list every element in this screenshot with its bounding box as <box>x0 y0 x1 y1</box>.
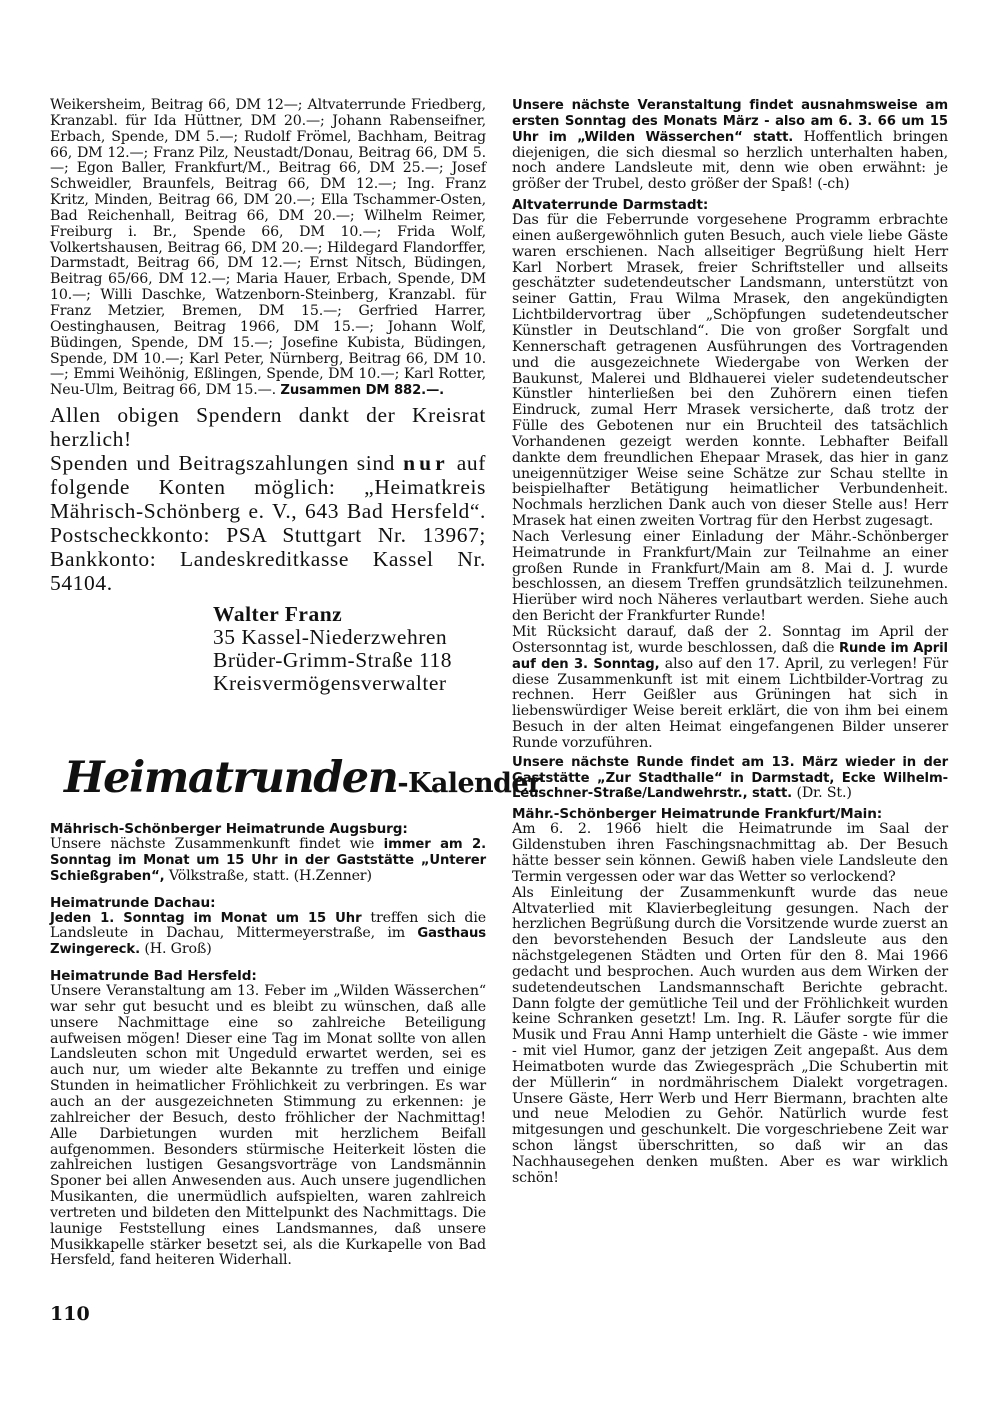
donor-list-text: Weikersheim, Beitrag 66, DM 12—; Altvaterrunde Friedberg, Kranzabl. für Ida Hüttner, DM 20.—; Johann Rabenseifner, Erbach, Spende, DM 5.—; Rudolf Frömel, Bachham, Beitrag 66, DM 12.—; Franz Pilz, Neustadt/Donau, Beitrag 66, DM 5.—; Egon Baller, Frankfurt/M., Beitrag 66, DM 25.—; Josef Schweidler, Braunfels, Beitrag 66, DM 12.—; Ing. Franz Kritz, Minden, Beitrag 66, DM 20.—; Ella Tschammer-Osten, Bad Reichenhall, Beitrag 66, DM 20.—; Wilhelm Reimer, Freiburg i. Br., Spende 66, DM 10.—; Frida Wolf, Volkertshausen, Beitrag 66, DM 20.—; Hildegard Flandorffer, Darmstadt, Beitrag 66, DM 12.—; Ernst Nitsch, Büdingen, Beitrag 65/66, DM 12.—; Maria Hauer, Erbach, Spende, DM 10.—; Willi Daschke, Watzenborn-Steinberg, Kranzabl. für Franz Metzier, Bremen, DM 15.—; Gerfried Harrer, Oestinghausen, Beitrag 1966, DM 15.—; Johann Wolf, Büdingen, Spende, DM 15.—; Josefine Kubista, Büdingen, Spende, DM 10.—; Karl Peter, Nürnberg, Beitrag 66, DM 10.—; Emmi Weihönig, Eßlingen, Spende, DM 10.—; Karl Rotter, Neu-Ulm, Beitrag 66, DM 15.—. <box>50 97 486 399</box>
donor-list <box>50 98 486 399</box>
accounts-emphasis: nur <box>403 451 449 476</box>
section-text: Völkstraße, statt. (H.Zenner) <box>168 867 372 884</box>
signature-address-line2: Brüder-Grimm-Straße 118 <box>213 648 452 673</box>
signature-name: Walter Franz <box>213 602 343 627</box>
section-darmstadt <box>512 197 948 802</box>
accounts-text-post: auf folgende Konten möglich: „Heimatkreis Mährisch-Schönberg e. V., 643 Bad Hersfeld“. Postscheckkonto: PSA Stuttgart Nr. 13967; Bankkonto: Landeskreditkasse Kassel Nr. 54104. <box>50 451 486 596</box>
donation-total: Zusammen DM 882.—. <box>280 383 445 399</box>
section-body: Das für die Feberrunde vorgesehene Programm erbrachte einen außergewöhnlich guten Besuch, auch viele liebe Gäste waren erschienen. Nach allseitiger Begrüßung hielt Herr Karl Norbert Mrasek, freier Schriftsteller und allseits geschätzter sudetendeutscher Landsmann, unterstützt von seiner Gattin, Frau Wilma Mrasek, den angekündigten Lichtbildervortrag über „Schöpfungen sudetendeutscher Künstler in Deutschland“. Die von großer Sorgfalt und Kennerschaft getragenen Ausführungen des Vortragenden und die ausgezeichnete Wiedergabe von Werken der Baukunst, Malerei und Bldhauerei vieler sudetendeutscher Künstler hinterließen bei den Zuhörern einen tiefen Eindruck, zumal Herr Mrasek versicherte, daß trotz der Fülle des Gebotenen nur ein Bruchteil des tatsächlich Vorhandenen gezeigt werden konnte. Lebhafter Beifall dankte dem freundlichen Ehepaar Mrasek, das hier in ganz uneigennütziger Weise seine Schätze zur Schau stellte in beispielhafter Betätigung heimatlicher Verbundenheit. Nochmals herzlichen Dank auch von dieser Stelle aus! Herr Mrasek hat einen zweiten Vortrag für den Herbst zugesagt. <box>512 212 948 530</box>
section-dachau <box>50 895 486 959</box>
section-body: Nach Verlesung einer Einladung der Mähr.-Schönberger Heimatrunde in Frankfurt/Main zur Teilnahme an einer großen Runde in Frankfurt/Main am 8. Mai d. J. wurde beschlossen, an diesem Treffen grundsätzlich teilzunehmen. Hierüber wird noch Näheres verlautbart werden. Siehe auch den Bericht der Frankfurter Runde! <box>512 528 948 625</box>
section-body: Als Einleitung der Zusammenkunft wurde das neue Altvaterlied mit Klavierbegleitung gesungen. Nach der herzlichen Begrüßung durch die Vorsitzende wurde zuerst an den bevorstehenden Besuch der Landsleute aus den nächstgelegenen Städten und Orten für den 8. Mai 1966 gedacht und besprochen. Auch wurden aus dem Wirken der sudetendeutschen Landsmannschaft Berichte gebracht. Dann folgte der gemütliche Teil und der Fröhlichkeit wurden keine Schranken gesetzt! Lm. Ing. R. Läufer sorgte für die Musik und Frau Anni Hamp unterhielt die Gäste - wie immer - mit viel Humor, ganz der jetzigen Zeit angepaßt. Aus dem Heimatboten wurde das Zwiegespräch „Die Schubertin mit der Müllerin“ in nordmährischem Dialekt vorgetragen. Unsere Gäste, Herr Werb und Herr Biermann, brachten alte und neue Melodien zu Gehör. Natürlich wurde fest mitgesungen und geschunkelt. Die vorgeschriebene Zeit war schon längst überschritten, so daß wir an das Nachhausegehen denken mußten. Aber es war wirklich schön! <box>512 884 948 1186</box>
calendar-heading-script: Heimatrunden <box>64 753 398 804</box>
section-text-bold: Jeden 1. Sonntag im Monat um 15 Uhr <box>50 910 362 926</box>
section-text: (Dr. St.) <box>796 785 852 802</box>
section-frankfurt <box>512 806 948 1186</box>
section-heading: Mähr.-Schönberger Heimatrunde Frankfurt/Main: <box>512 806 883 823</box>
signature-address-line1: 35 Kassel-Niederzwehren <box>213 625 448 650</box>
page-number: 110 <box>50 1303 90 1325</box>
accounts-note <box>50 451 486 595</box>
calendar-heading-suffix: -Kalender <box>397 768 542 800</box>
section-augsburg <box>50 821 486 885</box>
section-body: Am 6. 2. 1966 hielt die Heimatrunde im Saal der Gildenstuben ihren Faschingsnachmittag ab. Der Besuch hätte besser sein können. Gewiß haben viele Landsleute den Termin vergessen oder war das Wetter so verlockend? <box>512 821 948 885</box>
section-heading: Heimatrunde Dachau: <box>50 894 216 911</box>
section-body <box>512 625 948 752</box>
section-text: treffen sich die Landsleute in Dachau, Mittermeyerstraße, im <box>50 909 486 942</box>
section-text: (H. Groß) <box>144 941 212 958</box>
section-text-bold: Gasthaus Zwingereck. <box>50 926 486 958</box>
left-column <box>50 97 542 1269</box>
accounts-text-pre: Spenden und Beitragszahlungen sind <box>50 451 396 476</box>
section-text-bold: Unsere nächste Runde findet am 13. März wieder in der Gaststätte „Zur Stadthalle“ in Darmstadt, Ecke Wilhelm-Leuschner-Straße/Landwehrstr., statt. <box>512 754 948 802</box>
section-body <box>50 837 486 885</box>
hersfeld-next-event: Unsere nächste Veranstaltung findet ausnahmsweise am ersten Sonntag des Monats März - also am 6. 3. 66 um 15 Uhr im „Wilden Wässerchen“ statt. <box>512 98 948 145</box>
section-body <box>50 911 486 959</box>
section-heading: Heimatrunde Bad Hersfeld: <box>50 968 257 985</box>
right-column <box>512 98 948 1187</box>
section-body: Unsere Veranstaltung am 13. Feber im „Wilden Wässerchen“ war sehr gut besucht und es bleibt zu wünschen, daß alle unsere Nachmittage eine so zahlreiche Beteiligung aufweisen mögen! Dieser eine Tag im Monat sollte von allen Landsleuten schon mit Ungeduld erwartet werden, sei es auch nur, um wieder alte Bekannte zu treffen und einige Stunden in heimatlicher Fröhlichkeit zu verbringen. Es war auch an der ausgezeichneten Stimmung zu erkennen: je zahlreicher der Besuch, desto fröhlicher der Nachmittag! Alle Darbietungen wurden mit herzlichem Beifall aufgenommen. Besonders stürmische Heiterkeit lösten die zahlreichen lustigen Gesangsvorträge von Landsmännin Sponer bei allen Anwesenden aus. Auch unsere jugendlichen Musikanten, die unermüdlich aufspielten, waren zahlreich vertreten und bildeten den Mittelpunkt des Nachmittags. Die launige Feststellung eines Landsmannes, daß unsere Musikkapelle stärker besetzt sei, als die Kurkapelle von Bad Hersfeld, fand heiteren Widerhall. <box>50 983 486 1269</box>
section-heading: Altvaterrunde Darmstadt: <box>512 197 709 214</box>
section-text-bold: immer am 2. Sonntag im Monat um 15 Uhr in der Gaststätte „Unterer Schießgraben“, <box>50 837 486 884</box>
section-heading: Mährisch-Schönberger Heimatrunde Augsburg: <box>50 821 408 838</box>
thanks-note: Allen obigen Spendern dankt der Kreisrat herzlich! <box>50 403 486 452</box>
section-text-bold: Runde im April auf den 3. Sonntag, <box>512 640 948 672</box>
section-body <box>512 755 948 803</box>
section-bad-hersfeld <box>50 968 486 1269</box>
signature-role: Kreisvermögensverwalter <box>213 671 447 696</box>
calendar-heading <box>64 751 542 805</box>
hersfeld-continuation <box>512 98 948 193</box>
hersfeld-closing: Hoffentlich bringen diejenigen, die sich diesmal so herzlich unterhalten haben, noch andere Landsleute mit, denn wie oben erwähnt: je größer der Trubel, desto größer der Spaß! (-ch) <box>512 128 948 193</box>
signature-block <box>213 603 486 695</box>
section-text: Unsere nächste Zusammenkunft findet wie <box>50 836 375 853</box>
section-text: also auf den 17. April, zu verlegen! Für diese Zusammenkunft ist mit einem Lichtbilder-Vortrag zu rechnen. Herr Geißler aus Grüningen hat sich in liebenswürdiger Weise bereit erklärt, die von ihm bei einem Besuch in der alten Heimat eingefangenen Bilder unserer Runde vorzuführen. <box>512 655 948 751</box>
section-text: Mit Rücksicht darauf, daß der 2. Sonntag im April der Ostersonntag ist, wurde beschlossen, daß die <box>512 624 948 656</box>
